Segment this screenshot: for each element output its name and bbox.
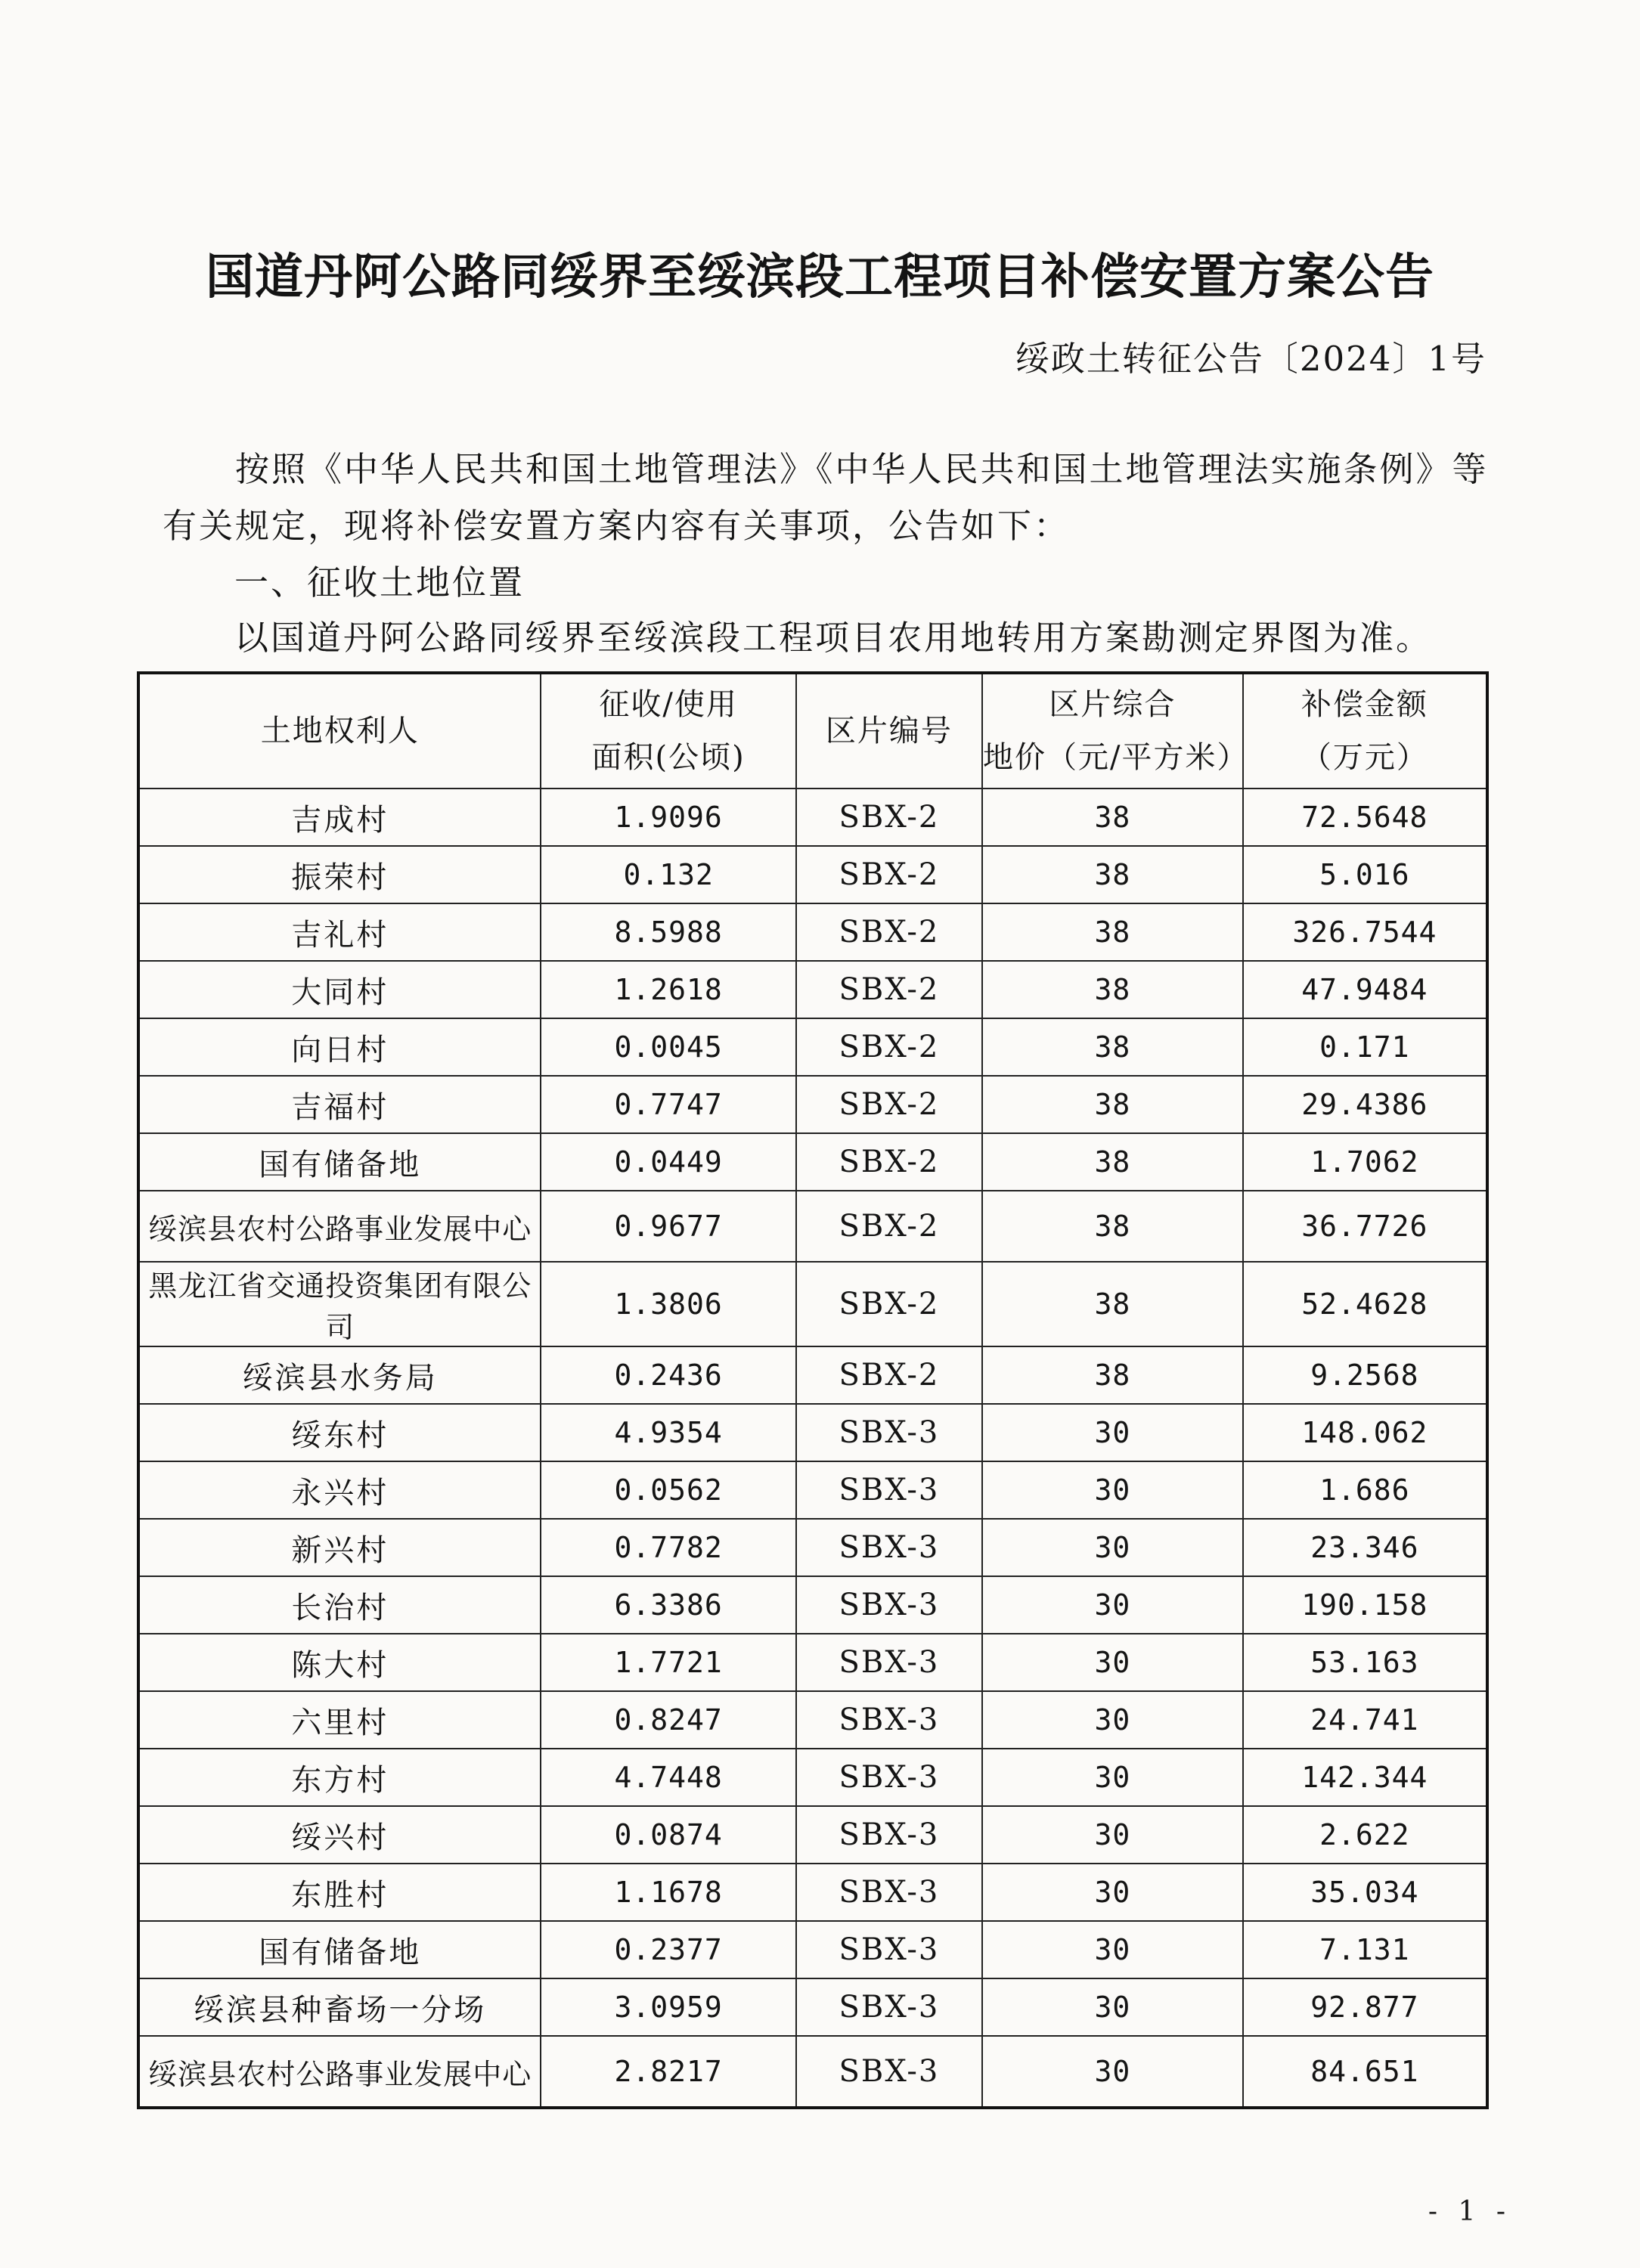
cell-zone-code: SBX-3 bbox=[796, 1978, 982, 2036]
cell-compensation: 1.7062 bbox=[1243, 1133, 1487, 1191]
table-body bbox=[138, 789, 1487, 2108]
table-row bbox=[138, 1076, 1487, 1133]
cell-land-price: 38 bbox=[982, 903, 1243, 961]
cell-area: 6.3386 bbox=[541, 1576, 795, 1634]
cell-land-price: 38 bbox=[982, 1262, 1243, 1346]
cell-area: 8.5988 bbox=[541, 903, 795, 961]
cell-compensation: 35.034 bbox=[1243, 1864, 1487, 1921]
cell-rights-holder: 绥兴村 bbox=[138, 1806, 541, 1864]
header-zone-code: 区片编号 bbox=[796, 673, 982, 789]
cell-zone-code: SBX-2 bbox=[796, 789, 982, 846]
cell-rights-holder: 绥东村 bbox=[138, 1404, 541, 1461]
header-rights-holder: 土地权利人 bbox=[138, 673, 541, 789]
cell-zone-code: SBX-3 bbox=[796, 1691, 982, 1749]
cell-area: 0.8247 bbox=[541, 1691, 795, 1749]
cell-zone-code: SBX-2 bbox=[796, 1346, 982, 1404]
cell-compensation: 5.016 bbox=[1243, 846, 1487, 903]
cell-zone-code: SBX-3 bbox=[796, 1749, 982, 1806]
cell-land-price: 30 bbox=[982, 1634, 1243, 1691]
cell-compensation: 190.158 bbox=[1243, 1576, 1487, 1634]
cell-land-price: 38 bbox=[982, 1133, 1243, 1191]
cell-land-price: 38 bbox=[982, 789, 1243, 846]
cell-land-price: 30 bbox=[982, 1806, 1243, 1864]
cell-area: 4.9354 bbox=[541, 1404, 795, 1461]
cell-land-price: 38 bbox=[982, 1076, 1243, 1133]
cell-area: 0.0562 bbox=[541, 1461, 795, 1519]
table-row bbox=[138, 1262, 1487, 1346]
cell-land-price: 30 bbox=[982, 1691, 1243, 1749]
cell-compensation: 52.4628 bbox=[1243, 1262, 1487, 1346]
table-row bbox=[138, 2036, 1487, 2108]
cell-rights-holder: 新兴村 bbox=[138, 1519, 541, 1576]
cell-area: 0.2377 bbox=[541, 1921, 795, 1978]
cell-rights-holder: 东胜村 bbox=[138, 1864, 541, 1921]
cell-land-price: 38 bbox=[982, 961, 1243, 1018]
page-number: - 1 - bbox=[1428, 2196, 1511, 2227]
header-compensation: 补偿金额 （万元） bbox=[1243, 673, 1487, 789]
cell-land-price: 30 bbox=[982, 1921, 1243, 1978]
cell-zone-code: SBX-3 bbox=[796, 1519, 982, 1576]
cell-rights-holder: 东方村 bbox=[138, 1749, 541, 1806]
intro-paragraph: 按照《中华人民共和国土地管理法》《中华人民共和国土地管理法实施条例》等有关规定，现将补偿安置方案内容有关事项，公告如下： bbox=[163, 449, 1489, 546]
cell-area: 0.7782 bbox=[541, 1519, 795, 1576]
cell-zone-code: SBX-2 bbox=[796, 903, 982, 961]
table-row bbox=[138, 1921, 1487, 1978]
cell-land-price: 30 bbox=[982, 2036, 1243, 2108]
cell-area: 2.8217 bbox=[541, 2036, 795, 2108]
cell-area: 1.3806 bbox=[541, 1262, 795, 1346]
cell-zone-code: SBX-2 bbox=[796, 961, 982, 1018]
cell-land-price: 30 bbox=[982, 1864, 1243, 1921]
table-row bbox=[138, 961, 1487, 1018]
cell-rights-holder: 国有储备地 bbox=[138, 1921, 541, 1978]
cell-rights-holder: 绥滨县农村公路事业发展中心 bbox=[138, 1191, 541, 1262]
cell-compensation: 36.7726 bbox=[1243, 1191, 1487, 1262]
cell-land-price: 38 bbox=[982, 846, 1243, 903]
table-row bbox=[138, 1634, 1487, 1691]
cell-area: 0.9677 bbox=[541, 1191, 795, 1262]
header-area: 征收/使用 面积(公顷) bbox=[541, 673, 795, 789]
cell-area: 1.7721 bbox=[541, 1634, 795, 1691]
section-heading: 一、征收土地位置 bbox=[234, 562, 525, 603]
table-row bbox=[138, 1864, 1487, 1921]
cell-rights-holder: 黑龙江省交通投资集团有限公司 bbox=[138, 1262, 541, 1346]
cell-zone-code: SBX-2 bbox=[796, 1262, 982, 1346]
table-row bbox=[138, 789, 1487, 846]
cell-compensation: 9.2568 bbox=[1243, 1346, 1487, 1404]
cell-compensation: 7.131 bbox=[1243, 1921, 1487, 1978]
cell-land-price: 38 bbox=[982, 1346, 1243, 1404]
cell-rights-holder: 大同村 bbox=[138, 961, 541, 1018]
cell-compensation: 84.651 bbox=[1243, 2036, 1487, 2108]
cell-compensation: 2.622 bbox=[1243, 1806, 1487, 1864]
cell-zone-code: SBX-2 bbox=[796, 1018, 982, 1076]
table-row bbox=[138, 1978, 1487, 2036]
cell-compensation: 29.4386 bbox=[1243, 1076, 1487, 1133]
cell-zone-code: SBX-2 bbox=[796, 846, 982, 903]
table-row bbox=[138, 846, 1487, 903]
cell-area: 3.0959 bbox=[541, 1978, 795, 2036]
cell-compensation: 0.171 bbox=[1243, 1018, 1487, 1076]
cell-rights-holder: 国有储备地 bbox=[138, 1133, 541, 1191]
cell-area: 1.2618 bbox=[541, 961, 795, 1018]
cell-rights-holder: 吉礼村 bbox=[138, 903, 541, 961]
cell-land-price: 38 bbox=[982, 1191, 1243, 1262]
table-row bbox=[138, 1346, 1487, 1404]
cell-land-price: 30 bbox=[982, 1749, 1243, 1806]
cell-area: 0.2436 bbox=[541, 1346, 795, 1404]
compensation-table bbox=[137, 671, 1489, 2109]
cell-zone-code: SBX-2 bbox=[796, 1191, 982, 1262]
cell-area: 0.0874 bbox=[541, 1806, 795, 1864]
cell-compensation: 23.346 bbox=[1243, 1519, 1487, 1576]
cell-zone-code: SBX-2 bbox=[796, 1133, 982, 1191]
cell-rights-holder: 陈大村 bbox=[138, 1634, 541, 1691]
cell-area: 1.1678 bbox=[541, 1864, 795, 1921]
cell-rights-holder: 绥滨县农村公路事业发展中心 bbox=[138, 2036, 541, 2108]
table-row bbox=[138, 1133, 1487, 1191]
cell-zone-code: SBX-3 bbox=[796, 1921, 982, 1978]
cell-area: 0.132 bbox=[541, 846, 795, 903]
table-row bbox=[138, 1018, 1487, 1076]
cell-zone-code: SBX-3 bbox=[796, 1404, 982, 1461]
table-row bbox=[138, 1404, 1487, 1461]
cell-rights-holder: 吉福村 bbox=[138, 1076, 541, 1133]
cell-land-price: 30 bbox=[982, 1576, 1243, 1634]
cell-compensation: 148.062 bbox=[1243, 1404, 1487, 1461]
cell-zone-code: SBX-3 bbox=[796, 1634, 982, 1691]
cell-zone-code: SBX-2 bbox=[796, 1076, 982, 1133]
cell-area: 0.7747 bbox=[541, 1076, 795, 1133]
cell-zone-code: SBX-3 bbox=[796, 1461, 982, 1519]
header-land-price: 区片综合 地价（元/平方米） bbox=[982, 673, 1243, 789]
cell-compensation: 326.7544 bbox=[1243, 903, 1487, 961]
section-text: 以国道丹阿公路同绥界至绥滨段工程项目农用地转用方案勘测定界图为准。 bbox=[234, 618, 1433, 658]
cell-compensation: 53.163 bbox=[1243, 1634, 1487, 1691]
document-number: 绥政土转征公告〔2024〕1号 bbox=[1015, 339, 1487, 379]
cell-rights-holder: 长治村 bbox=[138, 1576, 541, 1634]
cell-rights-holder: 永兴村 bbox=[138, 1461, 541, 1519]
table-row bbox=[138, 1461, 1487, 1519]
cell-rights-holder: 吉成村 bbox=[138, 789, 541, 846]
cell-zone-code: SBX-3 bbox=[796, 1576, 982, 1634]
cell-area: 0.0045 bbox=[541, 1018, 795, 1076]
cell-zone-code: SBX-3 bbox=[796, 1806, 982, 1864]
cell-compensation: 24.741 bbox=[1243, 1691, 1487, 1749]
table-row bbox=[138, 1191, 1487, 1262]
cell-area: 0.0449 bbox=[541, 1133, 795, 1191]
document-title: 国道丹阿公路同绥界至绥滨段工程项目补偿安置方案公告 bbox=[206, 249, 1434, 305]
cell-land-price: 30 bbox=[982, 1519, 1243, 1576]
cell-compensation: 72.5648 bbox=[1243, 789, 1487, 846]
cell-land-price: 38 bbox=[982, 1018, 1243, 1076]
cell-zone-code: SBX-3 bbox=[796, 2036, 982, 2108]
table-row bbox=[138, 1519, 1487, 1576]
cell-land-price: 30 bbox=[982, 1978, 1243, 2036]
table-header-row bbox=[138, 673, 1487, 789]
cell-area: 1.9096 bbox=[541, 789, 795, 846]
table-row bbox=[138, 903, 1487, 961]
table-row bbox=[138, 1806, 1487, 1864]
cell-zone-code: SBX-3 bbox=[796, 1864, 982, 1921]
cell-rights-holder: 六里村 bbox=[138, 1691, 541, 1749]
cell-compensation: 92.877 bbox=[1243, 1978, 1487, 2036]
cell-area: 4.7448 bbox=[541, 1749, 795, 1806]
table-row bbox=[138, 1576, 1487, 1634]
cell-compensation: 47.9484 bbox=[1243, 961, 1487, 1018]
cell-land-price: 30 bbox=[982, 1404, 1243, 1461]
cell-compensation: 1.686 bbox=[1243, 1461, 1487, 1519]
cell-rights-holder: 向日村 bbox=[138, 1018, 541, 1076]
cell-rights-holder: 绥滨县种畜场一分场 bbox=[138, 1978, 541, 2036]
cell-rights-holder: 振荣村 bbox=[138, 846, 541, 903]
cell-rights-holder: 绥滨县水务局 bbox=[138, 1346, 541, 1404]
cell-land-price: 30 bbox=[982, 1461, 1243, 1519]
table-row bbox=[138, 1691, 1487, 1749]
table-row bbox=[138, 1749, 1487, 1806]
cell-compensation: 142.344 bbox=[1243, 1749, 1487, 1806]
